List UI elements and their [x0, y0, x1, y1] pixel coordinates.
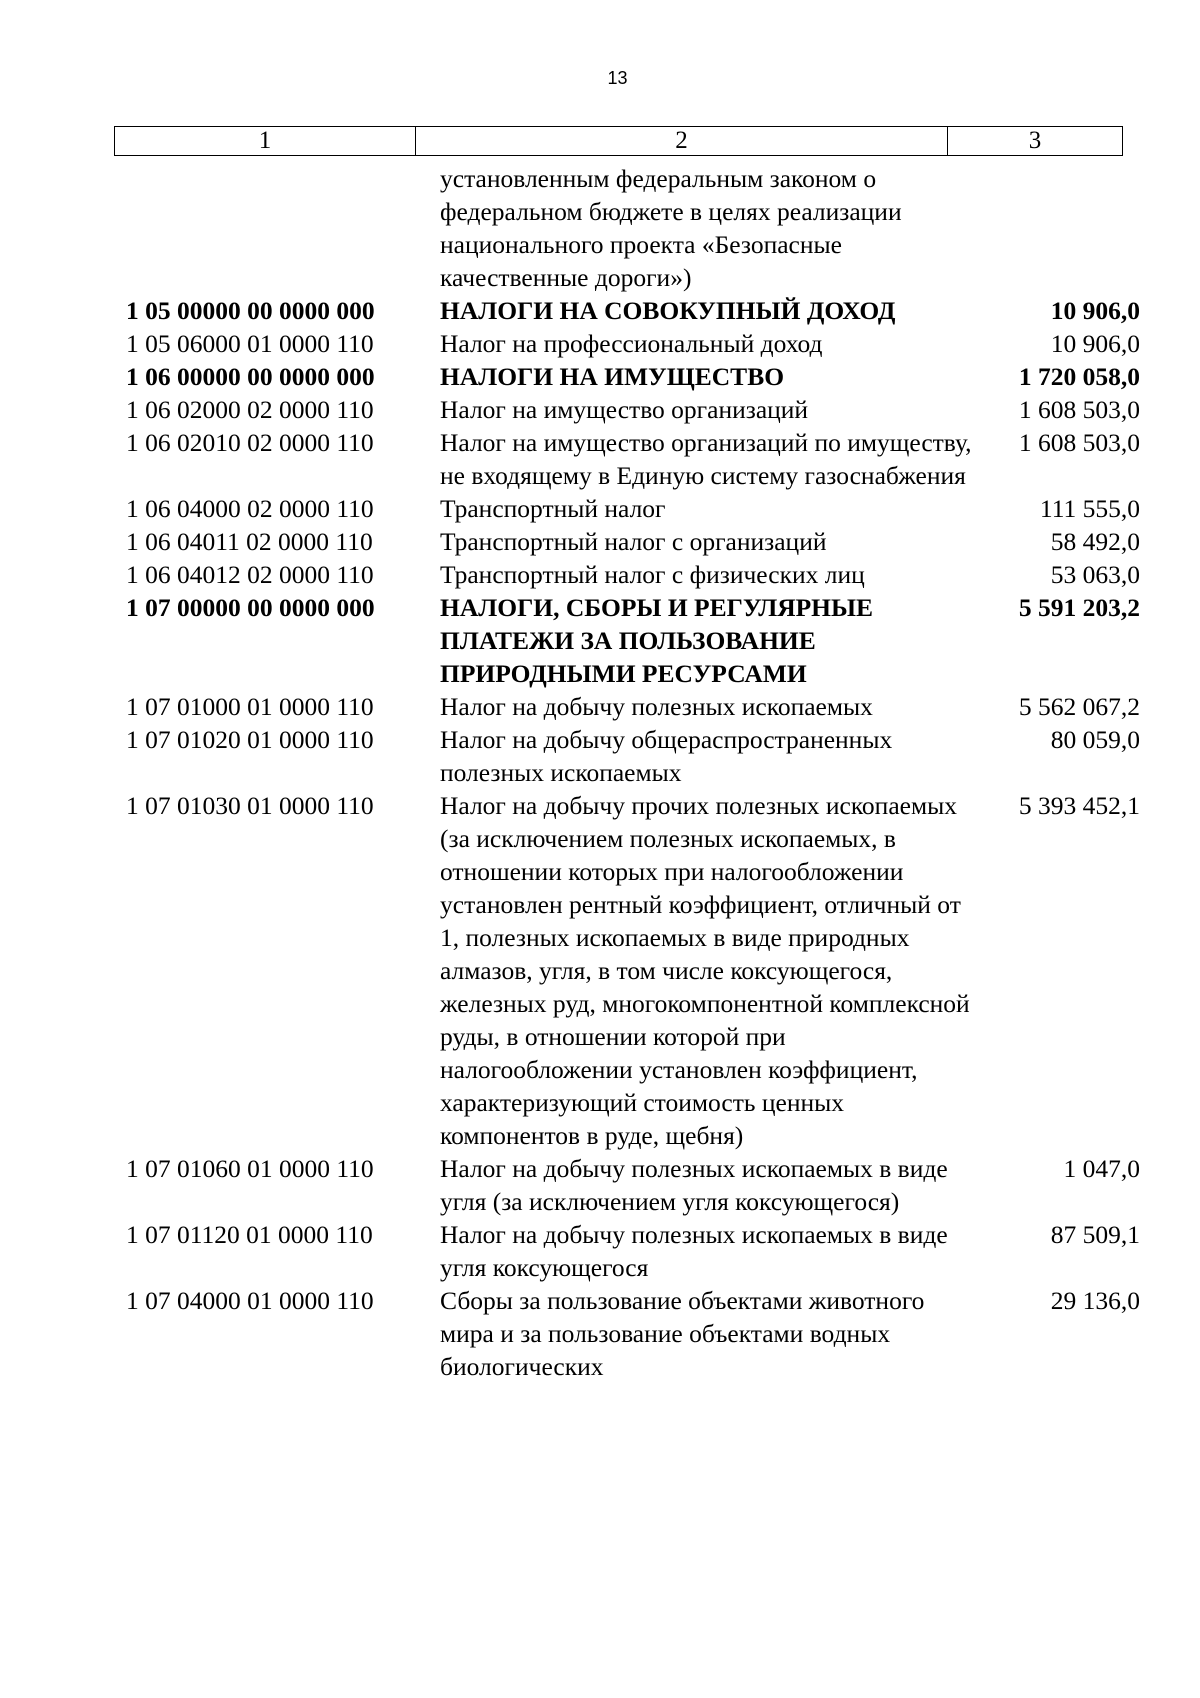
row-name: Сборы за пользование объектами животного мира и за пользование объектами водных биологических: [440, 1286, 925, 1381]
row-amount: 1 720 058,0: [1018, 362, 1140, 391]
row-code: 1 07 01030 01 0000 110: [126, 791, 374, 820]
table-row: [114, 360, 1152, 393]
row-code: 1 05 00000 00 0000 000: [126, 296, 375, 325]
row-name: Налог на добычу общераспространенных полезных ископаемых: [440, 725, 893, 787]
column-header-1: 1: [115, 127, 416, 156]
row-code: 1 07 00000 00 0000 000: [126, 593, 375, 622]
row-code: 1 07 01000 01 0000 110: [126, 692, 374, 721]
row-amount: 29 136,0: [1050, 1286, 1140, 1315]
row-name: НАЛОГИ, СБОРЫ И РЕГУЛЯРНЫЕ ПЛАТЕЖИ ЗА ПОЛЬЗОВАНИЕ ПРИРОДНЫМИ РЕСУРСАМИ: [440, 593, 874, 688]
row-name: Транспортный налог с организаций: [440, 527, 827, 556]
column-header-2: 2: [416, 127, 948, 156]
row-code: [114, 162, 427, 294]
table-row: [114, 1284, 1152, 1383]
row-amount: 80 059,0: [1050, 725, 1140, 754]
row-amount: 5 562 067,2: [1018, 692, 1140, 721]
row-code: 1 05 06000 01 0000 110: [126, 329, 374, 358]
row-amount: 1 608 503,0: [1018, 395, 1140, 424]
row-code: 1 06 00000 00 0000 000: [126, 362, 375, 391]
table-row: [114, 492, 1152, 525]
row-code: 1 06 04012 02 0000 110: [126, 560, 374, 589]
table-row: [114, 162, 1152, 294]
table-row: [114, 426, 1152, 492]
row-amount: 1 608 503,0: [1018, 428, 1140, 457]
table-row: [114, 525, 1152, 558]
row-name: НАЛОГИ НА СОВОКУПНЫЙ ДОХОД: [440, 296, 896, 325]
column-header-table: [114, 126, 1123, 156]
column-header-row: [115, 127, 1123, 156]
row-name: Транспортный налог с физических лиц: [440, 560, 865, 589]
budget-revenue-table: [114, 162, 1152, 1383]
table-row: [114, 294, 1152, 327]
row-code: 1 07 01020 01 0000 110: [126, 725, 374, 754]
table-row: [114, 591, 1152, 690]
table-row: [114, 393, 1152, 426]
row-code: 1 06 02000 02 0000 110: [126, 395, 374, 424]
row-name: Налог на имущество организаций по имуществу, не входящему в Единую систему газоснабжения: [440, 428, 972, 490]
row-name: НАЛОГИ НА ИМУЩЕСТВО: [440, 362, 785, 391]
row-amount: 10 906,0: [1050, 296, 1140, 325]
row-amount: 1 047,0: [1063, 1154, 1140, 1183]
row-name: Транспортный налог: [440, 494, 666, 523]
table-row: [114, 558, 1152, 591]
row-amount: 53 063,0: [1050, 560, 1140, 589]
table-row: [114, 789, 1152, 1152]
row-name: Налог на добычу полезных ископаемых в виде угля коксующегося: [440, 1220, 948, 1282]
row-code: 1 07 01060 01 0000 110: [126, 1154, 374, 1183]
row-name: Налог на имущество организаций: [440, 395, 809, 424]
row-code: 1 07 01120 01 0000 110: [126, 1220, 373, 1249]
row-name: Налог на добычу полезных ископаемых в виде угля (за исключением угля коксующегося): [440, 1154, 948, 1216]
row-name: установленным федеральным законом о федеральном бюджете в целях реализации национального проекта «Безопасные качественные дороги»): [440, 164, 902, 292]
table-row: [114, 1152, 1152, 1218]
row-name: Налог на добычу полезных ископаемых: [440, 692, 873, 721]
row-amount: 58 492,0: [1050, 527, 1140, 556]
table-row: [114, 1218, 1152, 1284]
row-amount: 111 555,0: [1039, 494, 1140, 523]
table-row: [114, 690, 1152, 723]
row-amount: 87 509,1: [1050, 1220, 1140, 1249]
row-code: 1 07 04000 01 0000 110: [126, 1286, 374, 1315]
row-amount: 5 591 203,2: [1018, 593, 1140, 622]
row-amount: 5 393 452,1: [1018, 791, 1140, 820]
row-amount: [980, 162, 1152, 294]
page-number: 13: [607, 68, 628, 88]
row-amount: 10 906,0: [1050, 329, 1140, 358]
row-name: Налог на профессиональный доход: [440, 329, 823, 358]
row-code: 1 06 04000 02 0000 110: [126, 494, 374, 523]
row-name: Налог на добычу прочих полезных ископаемых (за исключением полезных ископаемых, в отношении которых при налогообложении установлен рентный коэффициент, отличный от 1, полезных ископаемых в виде природных алмазов, угля, в том числе коксующегося, железных руд, многокомпонентной комплексной руды, в отношении которой при налогообложении установлен коэффициент, характеризующий стоимость ценных компонентов в руде, щебня): [440, 791, 970, 1150]
table-row: [114, 327, 1152, 360]
row-code: 1 06 02010 02 0000 110: [126, 428, 374, 457]
table-row: [114, 723, 1152, 789]
row-code: 1 06 04011 02 0000 110: [126, 527, 373, 556]
column-header-3: 3: [948, 127, 1123, 156]
table-body: [114, 162, 1152, 1383]
